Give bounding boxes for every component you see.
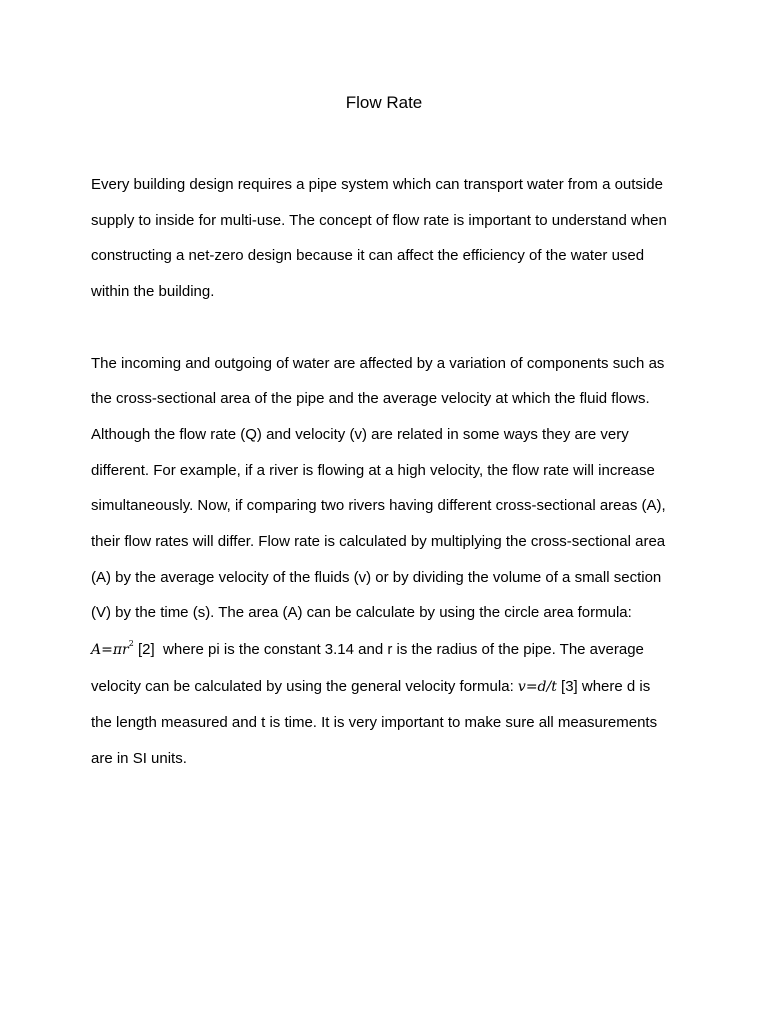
area-citation: [2] — [138, 641, 155, 658]
area-formula-expression: A=πr — [91, 642, 129, 658]
paragraph-line: are in SI units. — [91, 750, 187, 767]
paragraph-line: Every building design requires a pipe system which can transport water from a outside — [91, 176, 663, 193]
velocity-formula: v=d/t — [517, 679, 557, 695]
paragraph-line: Although the flow rate (Q) and velocity (v) are related in some ways they are very — [91, 426, 629, 443]
paragraph-line: simultaneously. Now, if comparing two rivers having different cross-sectional areas (A), — [91, 497, 666, 514]
area-formula — [91, 639, 134, 658]
area-formula-line — [91, 640, 644, 660]
paragraph-line: their flow rates will differ. Flow rate is calculated by multiplying the cross-sectional area — [91, 533, 666, 550]
paragraph-line: within the building. — [91, 283, 215, 300]
paragraph-line: The incoming and outgoing of water are affected by a variation of components such as — [91, 355, 665, 372]
velocity-formula-line — [91, 677, 650, 697]
document-title: Flow Rate — [345, 93, 423, 112]
paragraph-line: constructing a net-zero design because it can affect the efficiency of the water used — [91, 247, 645, 264]
paragraph-line: (V) by the time (s). The area (A) can be calculate by using the circle area formula: — [91, 604, 632, 621]
paragraph-line: (A) by the average velocity of the fluids (v) or by dividing the volume of a small section — [91, 569, 662, 586]
paragraph-line: supply to inside for multi-use. The concept of flow rate is important to understand when — [91, 212, 667, 229]
paragraph-line: the length measured and t is time. It is very important to make sure all measurements — [91, 714, 658, 731]
velocity-formula-explanation: [3] where d is — [561, 678, 651, 695]
paragraph-line: the cross-sectional area of the pipe and the average velocity at which the fluid flows. — [91, 390, 650, 407]
area-formula-exponent: 2 — [128, 639, 134, 648]
velocity-formula-intro: velocity can be calculated by using the general velocity formula: — [91, 678, 514, 695]
paragraph-line: different. For example, if a river is flowing at a high velocity, the flow rate will increase — [91, 462, 655, 479]
area-formula-explanation: where pi is the constant 3.14 and r is the radius of the pipe. The average — [163, 641, 644, 658]
